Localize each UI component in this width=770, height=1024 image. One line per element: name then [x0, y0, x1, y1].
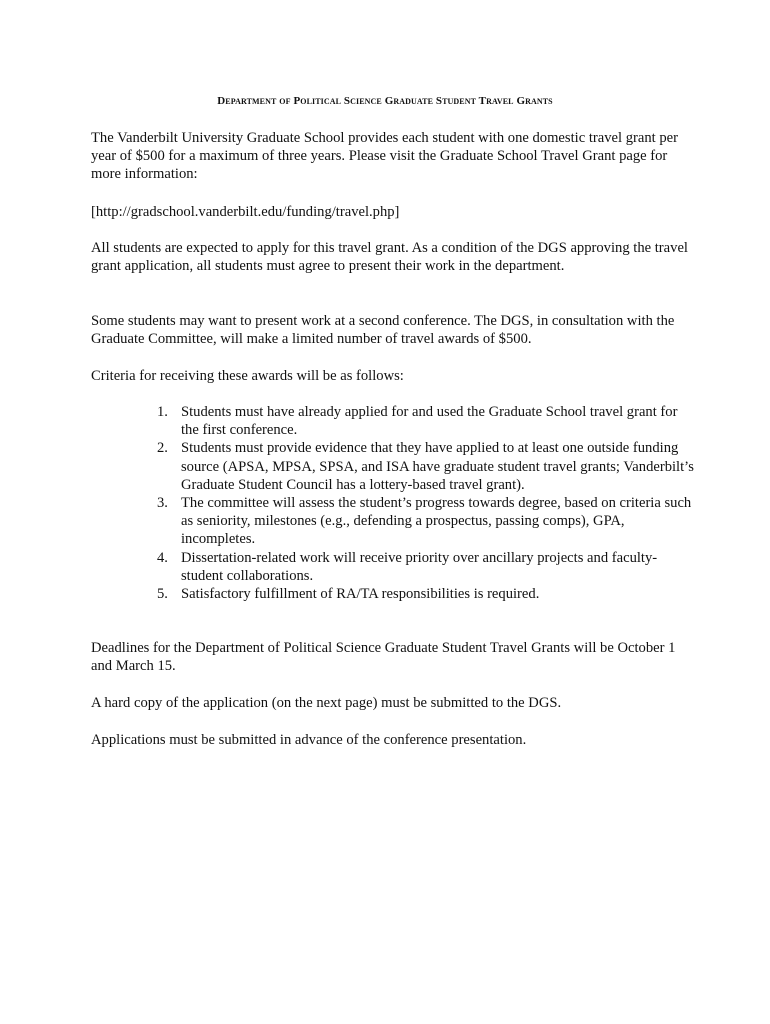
expectation-paragraph: All students are expected to apply for this travel grant. As a condition of the DGS approving the travel grant application, all students must agree to present their work in the department. — [91, 240, 688, 275]
deadlines-paragraph: Deadlines for the Department of Political Science Graduate Student Travel Grants will be October 1 and March 15. — [91, 640, 676, 675]
list-text: Satisfactory fulfillment of RA/TA responsibilities is required. — [181, 586, 540, 603]
list-number: 3. — [157, 495, 168, 512]
criteria-intro: Criteria for receiving these awards will be as follows: — [91, 368, 404, 384]
advance-paragraph: Applications must be submitted in advance of the conference presentation. — [91, 732, 527, 748]
list-text: Students must provide evidence that they have applied to at least one outside funding source (APSA, MPSA, SPSA, and ISA have graduate student travel grants; Vanderbilt’s Graduate Student Council has a lottery-based travel grant). — [181, 440, 694, 493]
list-item — [157, 439, 697, 494]
list-item — [157, 494, 697, 549]
travel-link: [http://gradschool.vanderbilt.edu/funding/travel.php] — [91, 204, 400, 220]
intro-paragraph: The Vanderbilt University Graduate School provides each student with one domestic travel grant per year of $500 for a maximum of three years. Please visit the Graduate School Travel Grant page for more information: — [91, 130, 678, 183]
list-text: Dissertation-related work will receive priority over ancillary projects and faculty-student collaborations. — [181, 549, 658, 584]
list-number: 2. — [157, 440, 168, 457]
list-text: The committee will assess the student’s progress towards degree, based on criteria such as seniority, milestones (e.g., defending a prospectus, passing comps), GPA, incompletes. — [181, 495, 692, 548]
list-number: 5. — [157, 586, 168, 603]
list-item — [157, 585, 697, 603]
document-title: Department of Political Science Graduate Student Travel Grants — [217, 95, 553, 107]
list-item — [157, 403, 697, 439]
list-item — [157, 549, 697, 585]
criteria-list — [157, 403, 697, 603]
list-text: Students must have already applied for and used the Graduate School travel grant for the first conference. — [181, 404, 678, 439]
hard-copy-paragraph: A hard copy of the application (on the next page) must be submitted to the DGS. — [91, 695, 562, 711]
list-number: 4. — [157, 549, 168, 566]
list-number: 1. — [157, 404, 168, 420]
second-conference-paragraph: Some students may want to present work at a second conference. The DGS, in consultation with the Graduate Committee, will make a limited number of travel awards of $500. — [91, 313, 675, 348]
